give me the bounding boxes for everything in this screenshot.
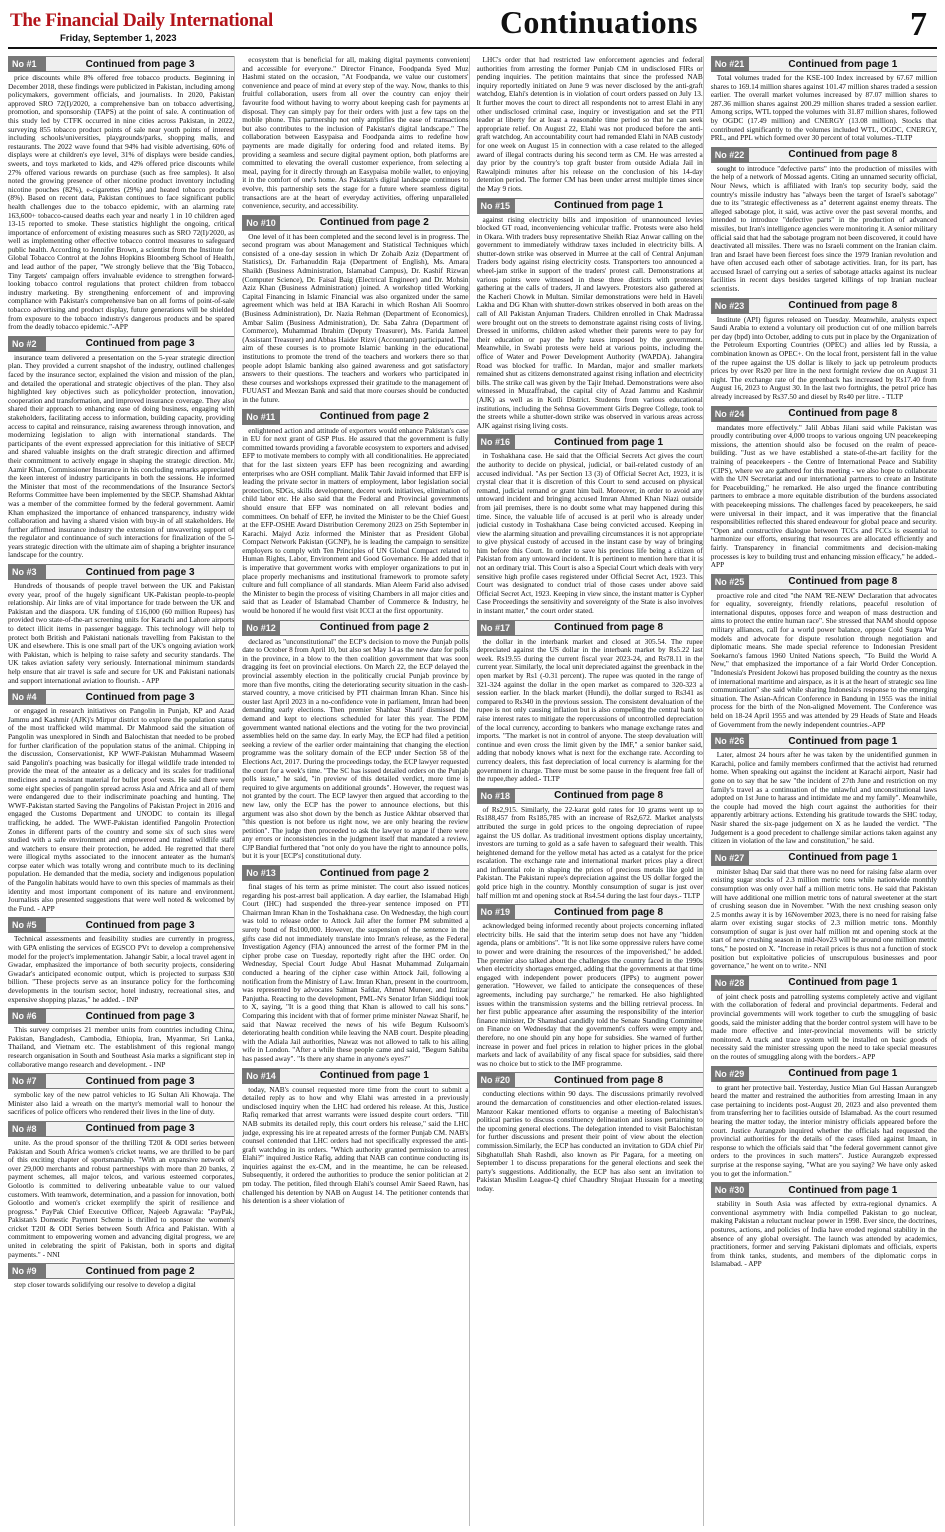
continued-from-label: Continued from page 2 [319,411,429,423]
story-number: No #20 [477,1073,515,1087]
continued-from-label: Continued from page 3 [85,58,195,70]
article-text: against rising electricity bills and imposition of unannounced levies blocked GT road, inconveniencing vehicular traffic. Protests were also held in Okara. With traders busy representative Sheikh Riaz Anwar calling on the government to immediately withdraw taxes included in electricity bills. A shutter-down strike was observed in Murree at the call of Central Anjuman Traders body against rising electricity costs. Transporters too announced a wheel-jam strike in support of the traders' protest call. Demonstrations at various points were witnessed in these three districts with protesters gathering at the calls of traders, JI and lawyers. Protestors also gathered at the Kacheri Chowk in Multan. Similar demonstrations were held in Haveli Lakha and DG Khan with shutter-down strikes observed in both areas on the call of All Pakistan Anjuman Traders. Children enrolled in Chak Madrassa were brought out on the streets to demonstrate against rising costs of living. Dressed in uniforms, children asked whether their parents were to pay for their education or pay the hefty taxes imposed by the government. Meanwhile, in Swabi protests were held at various points, including the office of Water and Power Development Authority (WAPDA). Jahangira Road was blocked for traffic. In Mardan, major and smaller markets remained shut as citizens demonstrated against rising inflation and electricity bills. The strike call was given by the Tajir Ittehad. Demonstrations were also witnessed in Muzaffrabad, the capital city of Azad Jammu and Kashmir (AJK) as well as in Kotli District. Students from various educational institutions, including the Sehnsa Government Girls Degree College, took to the streets while a shutter-down strike was observed in various areas across AJK against rising living costs. [476,214,703,430]
continuation-block [711,298,937,402]
article-text: today, NAB's counsel requested more time from the court to submit a detailed reply as to how and why Elahi was arrested in a previously undisclosed inquiry when the LHC had ordered his release. At this, Justice Rafiq remarked that arrest warrants were issued despite court orders. "Till NAB submits its detailed reply, this court orders his release," said the LHC judge, expressing his ire at repeated arrests of the former Punjab CM. NAB's counsel contended that LHC orders had not specifically expressed the anti-graft watchdog in its orders. "Which authority granted permission to arrest Elahi?" inquired Justice Rafiq, adding that NAB can continue conducting its inquiries against the ex-CM, and in the meantime, he can be released. Subsequently, it ordered the authorities to produce the senior politician at 2 pm today. The petition, filed through Elahi's counsel Amir Saeed Rawn, has challenged his detention by NAB on August 14. The petitioner contends that his detention is a sheer violation of [242,1084,469,1206]
article-text: unite. As the proud sponsor of the thrilling T20I & ODI series between Pakistan and South Africa women's cricket teams, we are thrilled to be part of this exciting chapter of sportsmanship. "With an expansive network of over 29,000 merchants and robust partnerships with more than 20 banks, 2 payment schemes, all major telcos, and various esteemed corporates, Golootlo is committed to delivering unbeatable value to our valued customers. With teamwork, determination, and a passion for innovation, both Golootlo and women's cricket exemplify the spirit of resilience and progress." PayPak Chief Executive Officer, Najeeb Agrawala: "PayPak, Pakistan's Domestic Payment Scheme is thrilled to sponsor the women's cricket T20I & ODI Series between South Africa and Pakistan. With a commitment to empowering women and advancing digital progress, we are united in celebrating the spirit of Pakistan, both in sports and digital payments." - NNI [8,1137,235,1259]
continuation-block [711,733,937,846]
article-text: symbolic key of the new patrol vehicles to IG Sultan Ali Khowaja. The Minister also laid a wreath on the martyr's memorial wall to honour the sacrifices of police officers who rendered their lives in the line of duty. [8,1090,235,1117]
continuation-block [242,409,468,616]
article-text: or engaged in research initiatives on Pangolin in Punjab, KP and Azad Jammu and Kashmir (AJK)'s Mirpur district to explore the population status of the most trafficked wild mammal. Dr Mahmood said the situation of Pangolin was unexplored in Sindh and Balochistan that needed to be probed for further clarification of the population status of the animal. Chipping in the discussion, Conservationist, KP WWF-Pakistan Muhammad Waseem said Pangolin's poaching was basically for illegal wildlife trade intended to provide the meat of the anteater as a delicacy and its scales for traditional medicines and a resistant material for bullet proof vests. He said there were some eight species of pangolin spread across Asia and Africa and all of them were endangered due to their indiscriminate poaching and hunting. The WWF-Pakistan started Saving the Pangolins of Pakistan Project in 2016 and engaged the Customs Department and UNODC to contain its illegal trafficking, he added. The WWF-Pakistan identified Pangolin Protection Zones in different parts of the country and some six of such sites were studied with a safe environment and empowered and trained wildlife staff and watchers to ensure their protection, he added. He regretted that there were illogical myths associated to the innocent anteater as the human's corpse eater which was totally wrong and contribute much to its declining population. He demanded that the media, society and indigenous population of the Pangolin habitats would have to own this species of mammals as their identity and most important component of its nature and environment. Journalists also presented suggestions that were well noted & welcomed by the Fund. - APP [8,706,235,913]
continued-from-label: Continued from page 1 [788,58,898,70]
page-number: 7 [910,6,927,43]
story-number: No #13 [242,866,280,880]
continued-from-label: Continued from page 3 [85,338,195,350]
continued-from-label: Continued from page 3 [85,1075,195,1087]
continued-from-label: Continued from page 2 [319,622,429,634]
column-3 [477,56,704,1526]
column-4 [711,56,937,1526]
story-number: No #16 [477,435,515,449]
continued-from-label: Continued from page 1 [788,852,898,864]
block-header [242,215,468,231]
block-header [8,917,234,933]
continued-from-label: Continued from page 8 [554,790,664,802]
article-text: step closer towards solidifying our resolve to develop a digital [14,1280,196,1290]
block-header [711,733,937,749]
block-header [711,56,937,72]
article-text: proactive role and cited "the NAM 'RE-NEW' Declaration that advocates for equality, sovereignty, friendly relations, peaceful resolution of international disputes, opposes force and weapon of mass destruction and aims to protect the entire human race". She stressed that NAM should oppose military alliances, call for a world power balance, oppose Cold Sugra War models and advocate for dispute resolution through negotiation and diplomatic means. She made special reference to Indonesian President Soekarno's famous 1960 United Nations speech, "To Build the World A New," that emphasized the importance of a fair World Order Conception. "Indonesia's President Jokowi has proposed building the country as the nexus of international maritime and airspace, as it is at the heart of strategic sea line communication" she said while sharing Indonesia's response to the emerging situation. The Asian-African Conference in Bandung in 1955 was the initial process for the birth of the Non-aligned Movement. The Conference was held on 18-24 April 1955 and was attended by 29 Heads of State and Heads of Government from the newly independent countries.-APP [710,590,937,729]
continuation-block [711,850,937,971]
continuation-block [242,620,468,861]
continued-from-label: Continued from page 1 [554,436,664,448]
block-header [8,1263,234,1279]
continuation-block [242,215,468,405]
block-header [711,406,937,422]
block-header [711,1066,937,1082]
article-text: final stages of his term as prime minister. The court also issued notices regarding his post-arrest bail application. A day earlier, the Islamabad High Court (IHC) had suspended the three-year sentence imposed on PTI Chairman Imran Khan in the Toshakhana case. On Wednesday, the high court was told to release order to Attock Jail after the former PM submitted a surety bond of Rs100,000. However, the suspension of the sentence in the gifts case did not immediately translate into Imran's release, as the Federal Investigation Agency (FIA) announced the arrest of the former PM in the cipher probe case on Tuesday, reportedly right after the IHC order. On Wednesday, Special Court Judge Abul Hasnat Muhammad Zulqarnain conducted a hearing of the cipher case within Attock Jail, following a notification from the Ministry of Law. Imran Khan, present in the courtroom, was represented by advocates Salman Safdar, Ahmed Muneer, and Intizar Panjutha. Reacting to the development, PML-N's Senator Irfan Siddiqui took to X, saying, "It is a good thing that Khan is allowed to call his sons." Comparing this incident with that of former prime minister Nawaz Sharif, he said that Nawaz received the news of his wife Begum Kulsoom's deteriorating health condition while leaving the NAB court. Despite pleading with the Adiala Jail authorities, Nawaz was not allowed to talk to his ailing wife in London. "After a while these people came and said, "Begum Sahiba has passed away". "Is there any shame in anyone's eyes?" [242,882,469,1063]
story-number: No #18 [477,789,515,803]
block-header [477,788,703,804]
block-header [477,620,703,636]
block-header [8,1073,234,1089]
article-text: Institute (API) figures released on Tuesday. Meanwhile, analysts expect Saudi Arabia to extend a voluntary oil production cut of one million barrels per day (bpd) into October, adding to cuts put in place by the Organization of the Petroleum Exporting Countries (OPEC) and allies led by Russia, a combination known as OPEC+. On the local front, persistent fall in the value of the rupee against the US dollar is likely to jack up petroleum products prices by over Rs20 per litre in the next fortnight review due on August 31 night. The exchange rate of the greenback has increased by Rs17.40 from August 16, 2023 to August 30. In the last two fortnights, the petrol price has already increased by Rs37.50 and diesel by Rs40 per litre. - TLTP [710,314,937,401]
article-text: to grant her protective bail. Yesterday, Justice Mian Gul Hassan Aurangzeb heard the matter and restrained the authorities from arresting Imaan in any case pertaining to incidents post-August 20, 2023 and also prevented them from transferring her to facilities outside of Islamabad. As the court resumed hearing the matter today, the interior ministry officials appeared before the court. Justice Aurangzeb inquired whether the officials had requested the provincial authorities for the details of the cases filed against Imaan, in response to which the officials said that "the federal government cannot give orders to the provinces in such matters". Justice Aurangzeb expressed surprise at the response saying, "What are you saying? We have only asked you to get the information." [710,1082,937,1178]
story-number: No #4 [8,690,46,704]
continuation-block [711,574,937,730]
story-number: No #19 [477,905,515,919]
story-number: No #27 [711,851,749,865]
article-text: minister Ishaq Dar said that there was no need for raising false alarm over existing sugar stocks of 2.3 million metric tons while nationwide monthly consumption was only over half a million metric tons. He said that Pakistan will have additional one million metric tons of natural sweetener at the start of crushing season due in November. "With the next crushing season only 2.5 months away it is by 16November 2023, there is no need for raising false alarm over existing sugar stocks of 2.3 million metric tons. Monthly consumption of sugar is just over half million mt and opening stock at the start of new crushing season in mid-Nov23 will be around one million metric tons," he posted on X. "Increase in retail prices is thus not a function of stock position but exploitative policies of unscrupulous businesses and poor governance," he went on to write.- NNI [710,866,937,971]
article-text: stability in South Asia was affected by extra-regional dynamics. A conventional asymmetry with India compelled Pakistan to go nuclear, making Pakistan a reluctant nuclear power in 1998. Ever since, the doctrines, postures, actions, and policies of India have eroded regional stability in the absence of any global oversight. The launch was attended by academics, practitioners, former and serving Pakistani diplomats and officials, experts from think tanks, students, and members of the diplomatic corps in Islamabad. - APP [710,1199,937,1269]
continuation-block [8,1008,234,1069]
continuation-block [477,620,703,784]
continued-from-label: Continued from page 1 [788,977,898,989]
continued-from-label: Continued from page 8 [788,300,898,312]
article-text: of joint check posts and patrolling systems completely active and vigilant with the collaboration of federal and provincial departments. Federal and provincial governments will work together to curb the smuggling of basic goods, said the minister adding that the border control system will have to be made more effective and inter-provincial movements will be strictly monitored. A track and trace system will be installed on basic goods of necessity said the minister stressing upon the need to take special measures on the routes of smuggling along with the borders.- APP [710,991,937,1061]
story-number: No #3 [8,565,46,579]
continuation-block [8,689,234,913]
story-number: No #12 [242,621,280,635]
block-header [8,564,234,580]
story-number: No #14 [242,1069,280,1083]
continuation-block [711,1066,937,1179]
story-number: No #8 [8,1122,46,1136]
article-text: ecosystem that is beneficial for all, making digital payments convenient and accessible for everyone." Director Finance, Foodpanda Syed Muz Hashmi stated on the occasion, "At Foodpanda, we value our customers' convenience and peace of mind at every step of the way. Now, thanks to this fruitful collaboration, users from all over the country can enjoy their favourite food without having to worry about keeping cash for payments at disposal. They can simply pay for their orders with just a few taps on the mobile phone. This partnership not only amplifies the ease of transactions but also contributes to the inclusion of Pakistan's digital landscape." The collaboration between Easypaisa and Foodpanda aims to redefine how payments are made digitally for ordering food and related items. By providing a seamless and secure digital payment option, both platforms are committed to elevating the overall customer experience, from selecting a meal, paying for it directly through an Easypaisa mobile wallet, to enjoying it in the comfort of one's home. As Pakistan's digital landscape continues to evolve, this partnership sets the stage for a future where seamless digital transactions are at the heart of everyday activities, offering unparalleled convenience, security, and accessibility. [242,56,469,211]
block-header [8,56,234,72]
article-text: in Toshakhana case. He said that the Official Secrets Act gives the court the authority to decide on physical, judicial, or bail-related custody of an accused individual. "As per Section 13 (3) of Official Secret Act, 1923, it is crystal clear that it is discretion of this Court to send accused on physical remand, judicial remand or grant him bail. Moreover, in order to avoid any untoward incident and bringing accused Imran Ahmed Khan Niazi outside from jail premises, there is no doubt some what may happened during this time. Since, the valuable life of accused is at peril who is already under judicial custody in Toshakhana Case being convicted accused. Keeping in view the alarming situation and prevailing circumstances it is not appropriate to give physical custody of accused in the instant case by way of bringing him before this Court. In order to save his precious life being a citizen of Pakistan from any untoward incident. It is pertinent to mention here that it is not an ordinary trial. This Court is also a Special Court which deals with very sensitive high profile cases registered under Official Secret Act, 1923. This Court was designated to conduct trial of those cases under above said Official Secret Act, 1923. Keeping in view since, the instant matter is Cypher Case Proceedings the sensitivity and sovereignty of the State is also involves in instant matter," the court order stated. [476,451,703,616]
article-text: declared as "unconstitutional" the ECP's decision to move the Punjab polls date to October 8 from April 10, but also set May 14 as the new date for polls in the province, in a blow to the then coalition government that was soon dragging its feet on provincial elections. On March 22, the ECP delayed the provincial assembly election in the politically crucial Punjab province by more than five months, citing the deteriorating security situation in the cash-starved country, a move criticised by PTI chairman Imran Khan. Since his ouster last April 2023 in a no-confidence vote in parliament, Imran had been demanding early elections. Then premier Shahbaz Sharif dismissed the demand and kept to elections scheduled for later this year. The PDM government wanted national elections and the voting for the two provincial assemblies held on the same day. In early May, the ECP had filed a petition seeking a review of the earlier order maintaining that changing the election programme was the solitary domain of the ECP under Section 58 of the Elections Act, 2017. During the proceedings today, the ECP lawyer requested the court for a week's time. "The SC has issued detailed orders on the Punjab polls issue," he said, "in preview of this detailed verdict, more time is required to give arguments on additional grounds". However, the request was not granted by the court. The ECP lawyer then argued that according to the new law, only the ECP has the power to announce elections, but this argument was also shot down by the bench as Justice Akhtar observed that "this question is not before us right now, we are only hearing the review petition". The judge then proceeded to ask the lawyer to argue if there were any errors or inconsistencies in the judgment itself that mandated a review. CJP Bandial furthered that "not only do you have the right to announce polls, but it is your [ECP's] constitutional duty. [242,636,469,861]
story-number: No #10 [242,216,280,230]
article-text: Total volumes traded for the KSE-100 Index increased by 67.67 million shares to 169.14 million shares against 101.47 million shares traded a session earlier. The overall market volumes increased by 87.07 million shares to 287.36 million shares against 200.29 million shares traded a session earlier. Among scrips, WTL topped the volumes with 31.87 million shares, followed by OGDC (17.49 million) and CNERGY (13.08 million). Stocks that contributed significantly to the volumes included WTL, OGDC, CNERGY, PRL, and PPL which formed over 30 percent of total volumes.-TLTP [710,73,937,143]
article-text: the dollar in the interbank market and closed at 305.54. The rupee depreciated against the US dollar in the interbank market by Rs5.22 last week. Rs19.55 during the current fiscal year 2023-24, and Rs78.11 in the current year. Similarly, the local unit depreciated against the greenback in the open market by Rs1 (-0.31 percent). The rupee was quoted in the range of 321-324 against the dollar in the open market as compared to 320-323 a session earlier. In the black market (Hundi), the dollar surged to Rs341 as compared to Rs340 in the previous session. The consistent devaluation of the rupee is not only causing inflation but is also compelling the central bank to raise interest rates to mitigate the repercussions of uncontrolled depreciation of the local currency, according to bankers who manage exchange rates and imports. "The market is not in control of anyone. The steep devaluation will continue and even cross the limit given by the IMF," a senior banker said, adding that nobody knows what is next for the exchange rate. According to currency dealers, this fast depreciation of local currency is alarming for the government in charge. There must be some pause in the frequent free fall of the rupee,they added.- TLTP [476,636,703,784]
continuation-block [477,198,703,431]
continued-from-label: Continued from page 8 [788,576,898,588]
continued-from-label: Continued from page 1 [554,200,664,211]
block-header [242,1068,468,1084]
continuation-block [477,56,703,194]
continued-from-label: Continued from page 3 [85,1010,195,1022]
continued-from-label: Continued from page 3 [85,691,195,703]
continuation-block [711,56,937,143]
continuation-block [711,975,937,1062]
column-1 [8,56,235,1526]
continued-from-label: Continued from page 8 [554,622,664,634]
article-text: Hundreds of thousands of people travel between the UK and Pakistan every year, proof of the hugely significant UK-Pakistan people-to-people relationship. Air links are of vital importance for trade between the UK and Pakistan and the diaspora. UK funding of £16,000 (60 million Rupees) has provided two state-of-the-art screening units for Karachi and Lahore airports to detect illicit items in passenger baggage. This technology will help to protect both British and Pakistani nationals travelling from Pakistan to the UK and elsewhere. This is one small part of the UK's ongoing aviation work with Pakistan, which is helping to raise safety and security standards. The UK takes aviation safety very seriously. International minimum standards help ensure that air travel is safe and secure for UK and Pakistani nationals and support international aviation to flourish. - APP [8,581,235,685]
continuation-block [8,917,234,1004]
article-text: enlightened action and attitude of exporters would enhance Pakistan's case in EU for next grant of GSP Plus. He assured that the government is fully committed towards providing a favorable ecosystem to exporters and advised EFP to motivate members to comply with all conditionalities. He appreciated that for the last sixteen years EFP has been recognizing and awarding enterprises who are OSH compliant. Malik Tahir Javaid informed that EFP is leading the private sector in matters of employment, labor legislation social protection, SDGs, skills development, decent work initiatives, elimination of child labor etc. He also said that the Federal and Provincial governments should ensure that EFP was nominated on all relevant bodies and committees. On behalf of EFP, he invited the Minister to be the Chief Guest at the EFP-OSHE Award Distribution Ceremony 2023 on 25th September in Karachi. Majyd Aziz informed the Minister that as President Global Compact Network Pakistan (GCNP), he is leading the campaign to sensitize employers to comply with Ten Principles of UN Global Compact related to Human Rights, Labor, Environment and Good Governance. He added that it is imperative that government works with employer organizations to put in place properly mechanisms and institutional framework to promote safety culture and full compliance of all standards. Mian Aleem Farid also advised the Minister to begin the process of visiting Chambers in all major cities and said that as Leader of Islamabad Chamber of Commerce & Industry, he would be honored if he would first visit ICCI at the first opportunity. [242,425,469,616]
story-number: No #15 [477,199,515,213]
continuation-block [711,406,937,570]
continuation-block [8,1073,234,1117]
article-text: One level of it has been completed and the second level is in progress. The second program was about Management and Statistical Techniques which consisted of a one-day session in which Dr Zohaib Aziz (Department of Statistics), Dr. Farhanuddin Raja (Department of English), Ms. Amara Shaikh (Business Administration, Islamabad Campus), Dr. Kashif Rizwan (Computer Science), Dr. Faisal Baig (Electrical Engineer) and Dr. Mohsin Aziz Khan (Business Administration) joined. A workshop titled Working Capital Financing in Islamic Financial was also organized under the same agreement which was held at IBA Karachi in which Roshan Ali Soomro (Business Administration), Dr. Nazia Rehman (Department of Economics), Ambar Salim (Business Administration), Dr. Saba Zahra (Department of Commerce), Muhammad Ibrahim (Deputy Treasurer), Ms. Farida Jameel (Assistant Treasurer) and Abbas Haider Rizvi (Accountant) participated. The aim of these courses is to promote Islamic banking in the educational institutions to promote the trend of the teachers and workers there so that people adopt Islamic banking also gained awareness and got satisfactory answers to their questions. The teachers and workers who participated in these courses and workshops expressed their gratitude to the management of FUUAST and Meezan Bank and said that more courses should be conducted in the future. [242,231,469,404]
continuation-block [242,1068,468,1206]
story-number: No #17 [477,621,515,635]
article-columns [8,56,937,1526]
continuation-block [477,788,703,901]
column-2 [242,56,469,1526]
continued-from-label: Continued from page 8 [788,149,898,161]
continuation-block [8,56,234,332]
article-text: Later, almost 24 hours after he was taken by the unidentified gunmen in Karachi, police and family members confirmed that the activist had returned home. When speaking out against the incident at Karachi airport, Nasir had gone on to say that he saw "the incident of 27th June and restriction on my family's travel as a continuation of the unlawful and unconstitutional laws adopted on 1st June to harass and intimidate me and my family". Meanwhile, the couple had moved the high court against the authorities for their apparently arbitrary actions. Extending his gratitude towards the SHC today, Nasir shared the six-page judgement on X as he lauded the verdict. "The Judgement is a good precedent to challenge similar actions taken against any citizen in violation of the law and constitution," he said. [710,750,937,846]
continued-from-label: Continued from page 1 [788,1068,898,1080]
block-header [242,865,468,881]
story-number: No #11 [242,410,280,424]
story-number: No #1 [8,57,46,71]
article-text: conducting elections within 90 days. The discussions primarily revolved around the demarcation of constituencies and other election-related issues. Manzoor Kakar mentioned efforts to organise a meeting of Balochistan's political parties to discuss constituency delineation and issues pertaining to the upcoming general elections. The delegation intended to visit Balochistan for further discussions and present their point of view about the election commission.Similarly, the ECP has conducted an invitation to GDA chief Pir Sibghatullah Shah Rashdi, also known as Pir Pagara, for a meeting on September 1 to discuss preparations for the general elections and seek the party's suggestions. Additionally, the ECP has also sent an invitation to Pakistan Muslim League-Q chief Chaudhry Shujaat Hussain for a meeting today. [476,1089,703,1193]
block-header [711,850,937,866]
story-number: No #25 [711,575,749,589]
article-text: Technical assessments and feasibility studies are currently in progress, with GPA enlisting the services of EGSCO PVt to develop a comprehensive model for the project's implementation. Jahangir Sabir, a local travel agent in Gwadar, emphasized the importance of both security projects, considering Gwadar's anticipated economic output, which is projected to surpass $30 billion. "These projects serve as an insurance policy for the forthcoming developments in the tourism sector, hotel industry, recreational sites, and expensive shopping plazas," he added. - INP [8,934,235,1004]
story-number: No #24 [711,407,749,421]
block-header [8,1008,234,1024]
continued-from-label: Continued from page 3 [85,919,195,931]
continuation-block [711,1182,937,1269]
newspaper-logo: The Financial Daily International [10,10,273,31]
story-number: No #30 [711,1183,749,1197]
article-text: insurance team delivered a presentation on the 5-year strategic direction plan. They provided a current snapshot of the industry, outlined challenges faced by the insurance sector, explained the vision and mission of the plan, and detailed the operational and strategic objectives of the plan. They also highlighted key objectives such as policyholder protection, innovation, cooperation and transformation, and improved insurance coverage. They also shared their approach to enhancing ease of doing business, engaging with stakeholders, facilitating access to information, building capacity, providing access to capital and reinsurance, raising awareness through innovation, and modernizing legislation to align with international standards. The participants of the event expressed appreciation for this initiative of SECP and shared valuable insights on the draft strategic direction and affirmed their commitment to actively engage in shaping the strategic direction. Mr. Aamir Khan, Commissioner Insurance in his concluding remarks appreciated the keen interest of industry participants in both the sessions. He informed the Minister that most of the recommendations of the Insurance Sector's Reforms Committee have been implemented by the SECP. Shamshad Akhtar was a member of the committee formed by the federal government. Aamir Khan emphasized the importance of enhanced transparency, industry wide collaboration and having a shared vision with buy-in of all stakeholders. He further affirmed insurance industry the extension of unwavering support of the regulator and continuance of such interactions for finalization of the 5-years strategic direction with the ultimate aim of shaping a brighter insurance landscape for the country. [8,352,235,560]
block-header [711,1182,937,1198]
block-header [8,689,234,705]
continued-from-label: Continued from page 8 [788,408,898,420]
article-text: This survey comprises 21 member units from countries including China, Pakistan, Bangladesh, Cambodia, Ethiopia, Iran, Myanmar, Sri Lanka, Thailand, and Vietnam etc. The establishment of this regional mango research organisation in South and Southeast Asia marks a significant step in collaborative mango research and development. - INP [8,1025,235,1069]
continuation-block [8,1121,234,1259]
continued-from-label: Continued from page 2 [85,1265,195,1277]
story-number: No #2 [8,337,46,351]
continued-from-label: Continued from page 8 [554,1074,664,1086]
continuation-block [477,1072,703,1193]
continuation-block [477,434,703,615]
continued-from-label: Continued from page 1 [319,1070,429,1082]
block-header [711,574,937,590]
block-header [711,975,937,991]
story-number: No #29 [711,1067,749,1081]
article-text: mandates more effectively." Jalil Abbas Jilani said while Pakistan was proudly contributing over 4,000 troops to various ongoing UN peacekeeping missions, the attention should also be focused on the realm of peace-building. "Just as we have established a state-of-the-art facility for the training of peacekeepers - the Centre of International Peace and Stability (CIPS), where we are gathered for this meeting - we also hope to collaborate with the UN Secretariat and our international partners to create an Institute for Peacebuilding," he remarked. He also urged the finance contributing partners to embrace a more equitable distribution of the burdens associated with peacekeeping missions. The challenges faced by peacekeepers, he said were universal in their impact, and it was imperative that the financial responsibilities reflected this shared endeavour for global peace and security. "Open and constructive dialogue between TCCs and FCCs is essential to harmonize our efforts, ensuring that resources are allocated efficiently and fairly. Transparency in financial commitments and decision-making processes is key to building trust and enhancing mission efficacy," he added.- APP [710,422,937,570]
masthead [0,0,945,48]
continuation-block [8,336,234,560]
story-number: No #5 [8,918,46,932]
block-header [242,620,468,636]
article-text: of Rs2,915. Similarly, the 22-karat gold rates for 10 grams went up to Rs188,457 from Rs185,785 with an increase of Rs2,672. Market analysts attributed the surge in gold prices to the ongoing depreciation of rupee against the US dollar. As traditional investment options display uncertainty, investors are turning to gold as a safe haven to safeguard their wealth. This heightened demand for the yellow metal has acted as a catalyst for the price escalation. The exchange rate and international market prices play a direct and influential role in shaping the prices of precious metals like gold in Pakistan. The Pakistani rupee's depreciation against the US dollar forged the gold price high in the country. Monthly consumption of sugar is just over half million mt and opening stock at Rs4.54 during the last four days.- TLTP [476,804,703,900]
continued-from-label: Continued from page 3 [85,1123,195,1135]
block-header [477,198,703,214]
article-text: acknowledged being informed recently about projects concerning inflated electricity bills. He said that the interim setup does not have any "hidden agenda, plans or ambitions". "It is not like some oppressive rulers have come to power and were draining the resources of the impoverished," he added. The premier also talked about the challenges the country faced in the 1990s when electricity shortages emerged, adding that the governments at that time engaged with independent power producers (IPPs) to augment power generation. "However, we failed to anticipate the consequences of these agreements, including pay surcharge," he remarked. He also highlighted issues within the transmission systems and the billing retrieval process. In her first public appearance after assuming the responsibility of the interior finance minister, Dr Shamshad candidly told the Senate Standing Committee on Finance on Wednesday that the government's coffers were empty and, therefore, no one should pin any hope for subsidies. She warned of further increase in power and fuel prices in relation to higher prices in the global markets and lack of availability of any fiscal space for subsidies, said there was no choice but to stick to the IMF programme. [476,921,703,1068]
block-header [8,336,234,352]
continuation-block [8,564,234,685]
article-text: LHC's order that had restricted law enforcement agencies and federal authorities from arresting the former Punjab CM in undisclosed FIRs or pending inquiries. The petition maintains that since the professed NAB inquiry reportedly initiated on June 9 was never disclosed by the anti-graft watchdog, Elahi's detention is in violation of court orders passed on July 13. It further moves the court to direct all respondents not to arrest Elahi in any other undisclosed criminal case, inquiry or investigation and set the PTI leader at liberty for at least a reasonable time period so that he can seek appropriate relief. On August 22, Elahi was not produced before the anti-graft watchdog. An accountability court had remanded Elahi in NAB custody for one week on August 15 in connection with a case related to the alleged award of illegal contracts during his second term as CM. He was arrested a day prior by the country's top graft buster from outside Adiala Jail in Rawalpindi minutes after his release on the conclusion of his 14-day detention period. The former CM has been under arrest multiple times since the May 9 riots. [476,56,703,193]
story-number: No #6 [8,1009,46,1023]
story-number: No #23 [711,299,749,313]
block-header [711,147,937,163]
story-number: No #26 [711,734,749,748]
continuation-block [477,904,703,1068]
continuation-block [242,865,468,1063]
continued-from-label: Continued from page 2 [319,217,429,229]
header-rule [8,47,937,49]
continuation-block [711,147,937,294]
continued-from-label: Continued from page 8 [554,906,664,918]
continuation-block [242,56,468,211]
block-header [242,409,468,425]
continued-from-label: Continued from page 2 [319,867,429,879]
continued-from-label: Continued from page 3 [85,566,195,578]
block-header [8,1121,234,1137]
block-header [477,434,703,450]
publication-date: Friday, September 1, 2023 [60,33,177,44]
block-header [477,1072,703,1088]
story-number: No #21 [711,57,749,71]
block-header [711,298,937,314]
block-header [477,904,703,920]
article-text: price discounts while 8% offered free tobacco products. Beginning in December 2018, these findings were publicized in Pakistan, including among policymakers, government officials, and journalists. In 2020, Pakistan approved SRO 72(I)/2020, a comprehensive ban on tobacco advertising, promotion, and sponsorship (TAPS) at the point of sale. A continuation of this study led by CTFK occurred in nine cities across Pakistan, in 2022, surveying 855 tobacco product points of sale near youth points of interest including schools/universities, playgrounds/parks, shopping malls, and restaurants. The 2022 wave found that 94% had visible advertising, 60% of displays were at children's eye level, 31% of displays were beside candies, sweets, and toys marketed to kids, and 42% offered price discounts while 27% offered various rewards on purchase (such as free samples). It also noted the growing presence of other nicotine product inventory including nicotine pouches (82%), e-cigarettes (29%) and heated tobacco products (8%). Based on recent data, Pakistan continues to face significant public health challenges due to the tobacco epidemic, with an alarming rate 163,600+ tobacco-caused deaths each year and nearly 1 in 10 children aged 13-15 reported to smoke. These statistics highlight the ongoing, critical importance of enforcement of existing measures such as SRO 72(I)/2020, as well as implementing other effective tobacco control measures to safeguard public health. According to Jennifer Brown, a scientist from the Institute for Global Tobacco Control at the Johns Hopkins Bloomberg School of Health, and lead author of the paper, "We strongly believe that the 'Big Tobacco, Tiny Targets' campaign offers invaluable evidence to strengthen forward-looking tobacco control regulations that protect children from tobacco industry marketing. By strengthening enforcement of and improving compliance with Pakistan's comprehensive ban on all forms of point-of-sale tobacco advertising and product display, future generations will be shielded from exposure to the tobacco industry's dangerous products and be spared from the deadly tobacco epidemic."-APP [8,73,235,332]
story-number: No #7 [8,1074,46,1088]
continuation-block [8,1263,234,1290]
story-number: No #22 [711,148,749,162]
story-number: No #9 [8,1264,46,1278]
article-text: sought to introduce "defective parts" into the production of missiles with the help of a network of Mossad agents. Citing an unnamed security official, Nour News, which is affiliated with Iran's top security body, said the country's missile industry has "always been the target of Israel's sabotage" due to its "strategic effectiveness as a" deterrent against enemy threats. The alleged sabotage plot, it said, was active over the past several months, and intended to introduce "defective parts" in the production of advanced missiles, but Iran's intelligence agencies were monitoring it. A senior military official said that had the sabotage program not been discovered, it could have deactivated all missiles. There was no Israeli comment on the Iranian claim. Iran and Israel have been fiercest foes since the 1979 Iranian revolution and have often accused each other of sabotage activities. Iran, for its part, has accused Israel of carrying out a series of sabotage attacks against its nuclear facilities in recent days besides targeted killings of top Iranian nuclear scientists. [710,163,937,294]
story-number: No #28 [711,976,749,990]
continued-from-label: Continued from page 1 [788,735,898,747]
section-title: Continuations [500,4,698,40]
continued-from-label: Continued from page 1 [788,1184,898,1196]
